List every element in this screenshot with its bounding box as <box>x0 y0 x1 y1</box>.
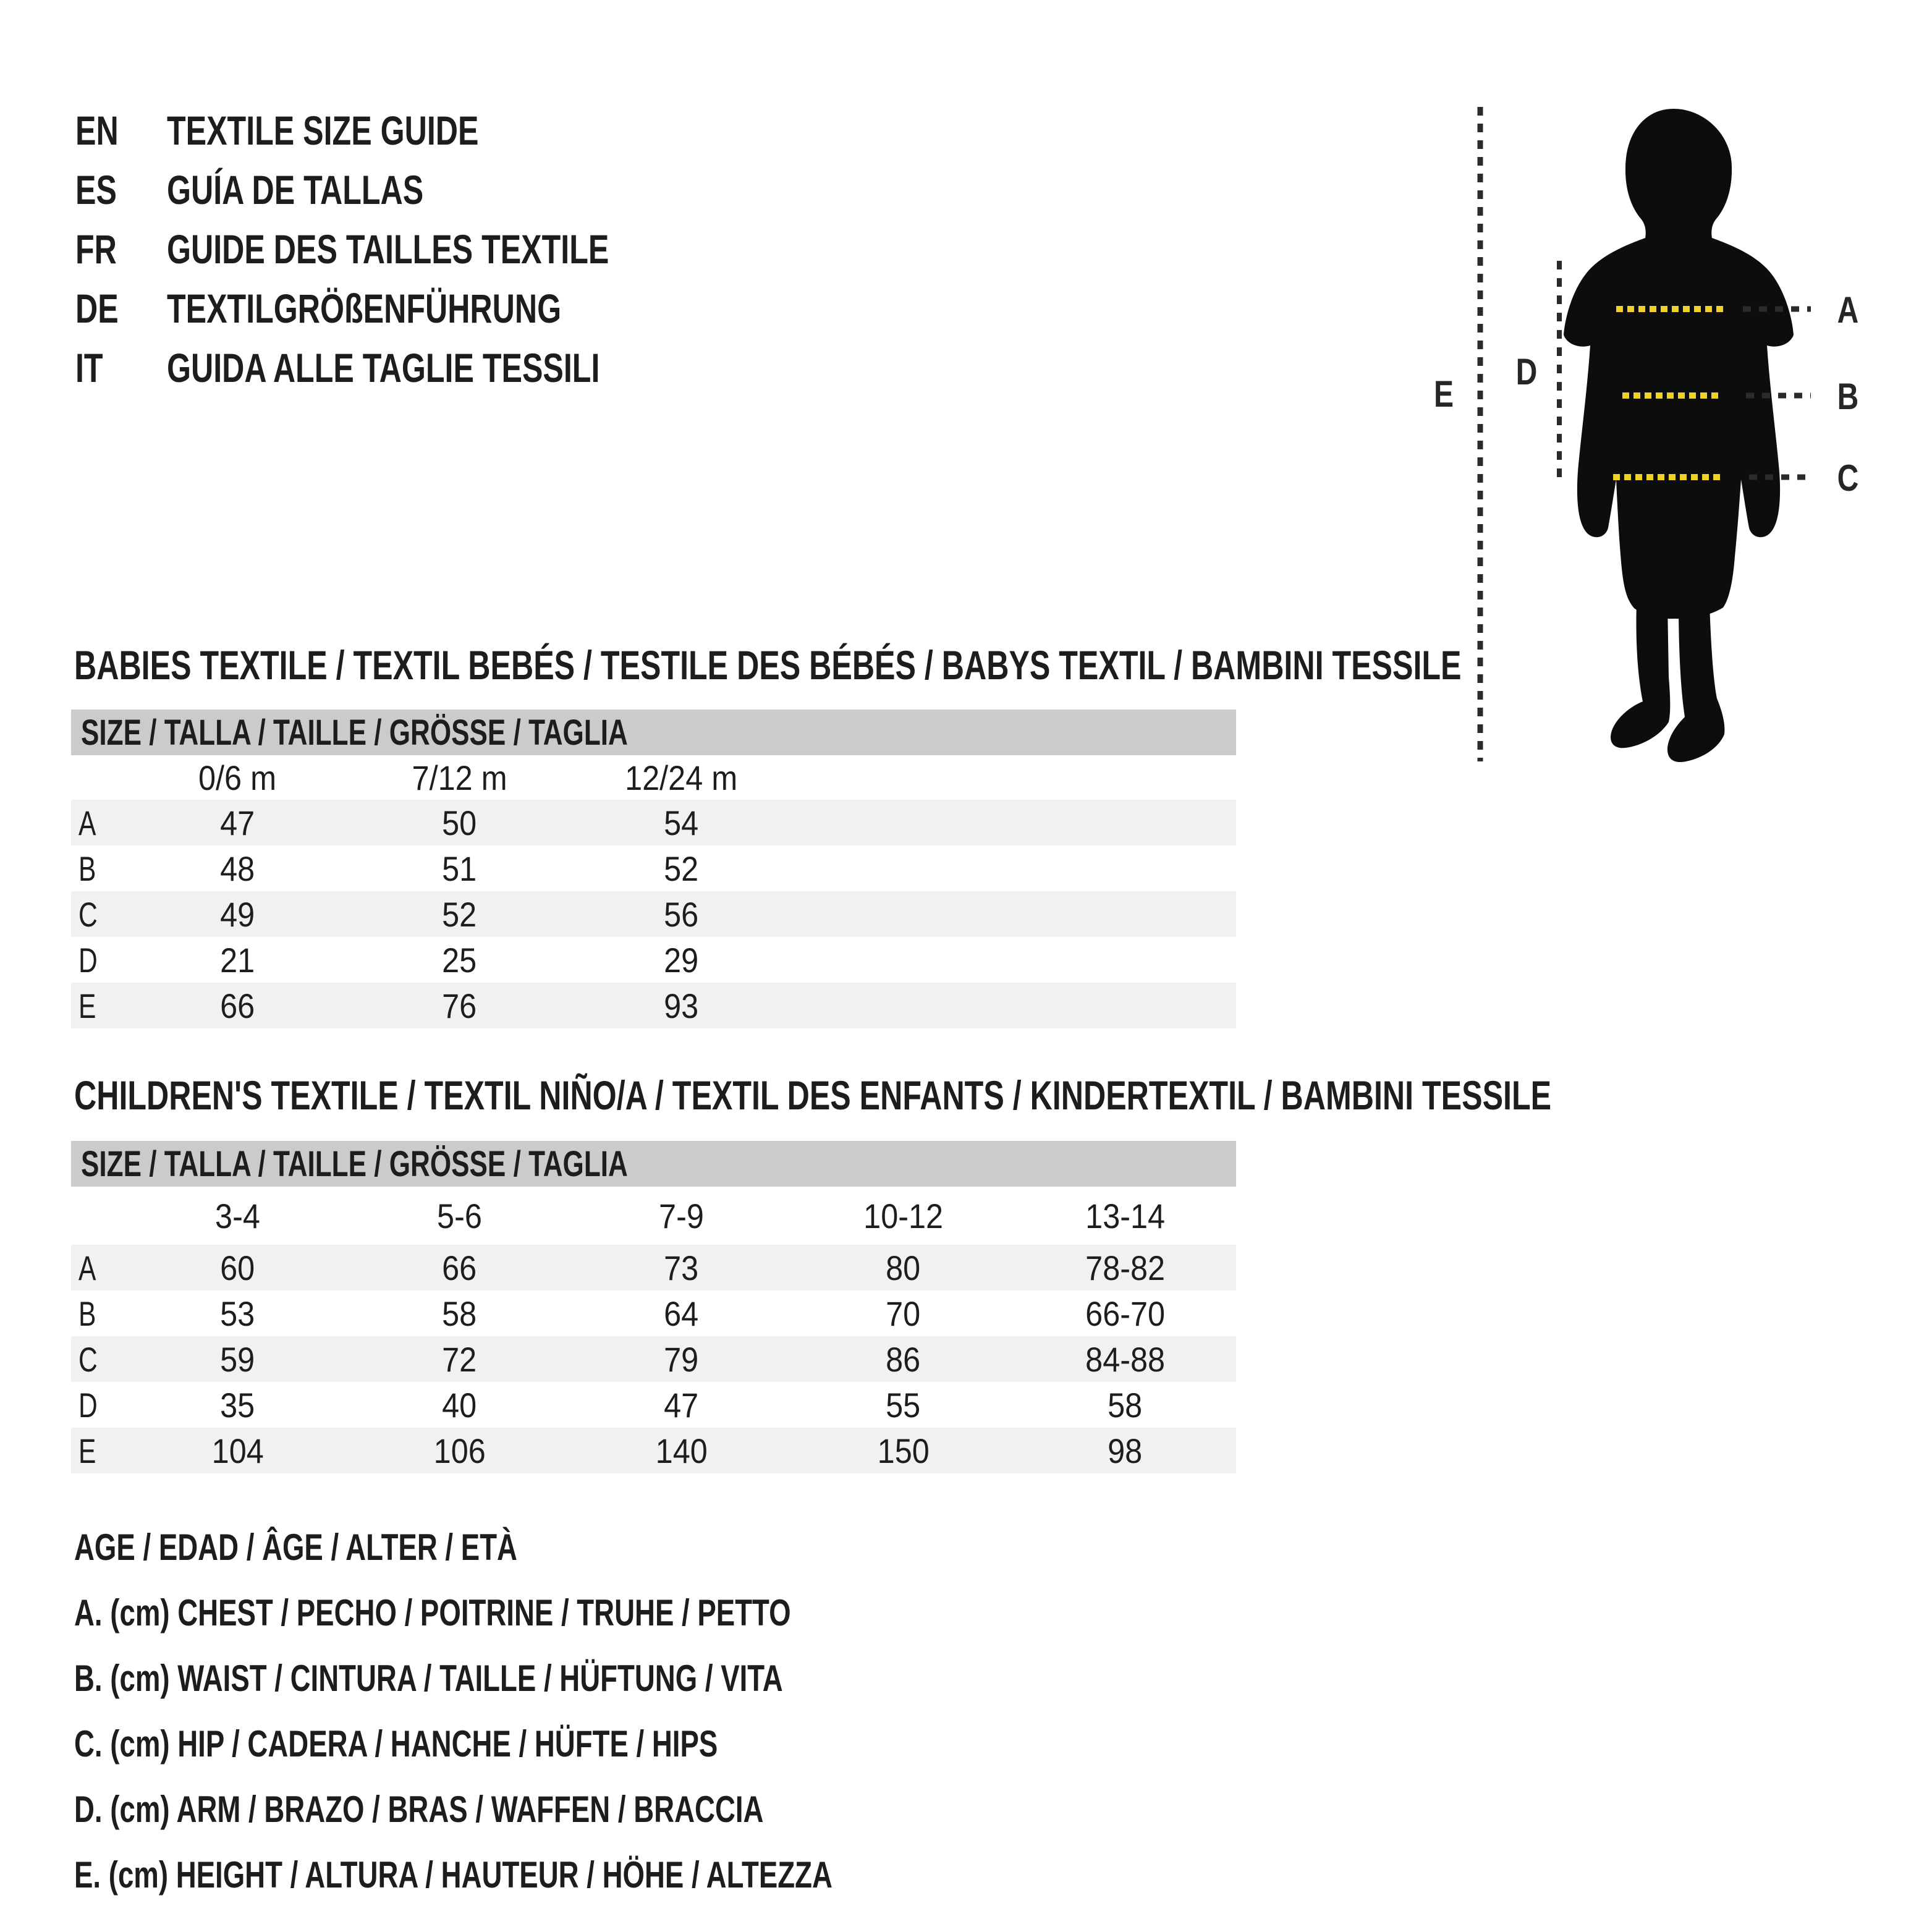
figure-label-e: E <box>1433 373 1454 415</box>
children-col-3-4: 3-4 <box>215 1196 260 1235</box>
measurement-legend <box>74 1514 1072 1907</box>
figure-label-d: D <box>1515 350 1538 393</box>
language-header <box>75 101 748 397</box>
figure-label-c: C <box>1837 457 1859 499</box>
table-row: D 35 40 47 55 58 <box>78 1385 1143 1425</box>
row-label: A <box>78 803 96 842</box>
table-row: E 104 106 140 150 98 <box>71 1428 1236 1473</box>
legend-line-height: E. (cm) HEIGHT / ALTURA / HAUTEUR / HÖHE / ALTEZZA <box>74 1854 833 1896</box>
table-row: C 49 52 56 <box>71 891 1236 937</box>
row-label: B <box>78 849 96 888</box>
language-code: ES <box>75 167 117 213</box>
babies-size-header-text: SIZE / TALLA / TAILLE / GRÖSSE / TAGLIA <box>81 712 628 753</box>
children-size-header-text: SIZE / TALLA / TAILLE / GRÖSSE / TAGLIA <box>81 1143 628 1184</box>
legend-line-hip: C. (cm) HIP / CADERA / HANCHE / HÜFTE / HIPS <box>74 1722 718 1765</box>
language-title: GUIDA ALLE TAGLIE TESSILI <box>167 345 600 391</box>
children-section-title-text: CHILDREN'S TEXTILE / TEXTIL NIÑO/A / TEXTIL DES ENFANTS / KINDERTEXTIL / BAMBINI TESSILE <box>74 1072 1552 1118</box>
measurement-figure <box>1409 74 1932 816</box>
language-row <box>75 101 748 160</box>
language-title: GUÍA DE TALLAS <box>167 167 424 213</box>
language-code: FR <box>75 226 117 272</box>
children-table-header-bar <box>71 1141 1236 1187</box>
row-label: A <box>78 1248 96 1287</box>
table-row: A 47 50 54 <box>71 800 1236 845</box>
table-row: B 48 51 52 <box>78 849 699 888</box>
children-col-7-9: 7-9 <box>659 1196 704 1235</box>
table-row: D 21 25 29 <box>78 940 699 980</box>
row-label: E <box>78 986 96 1025</box>
legend-line-age: AGE / EDAD / ÂGE / ALTER / ETÀ <box>74 1526 517 1568</box>
row-label: B <box>78 1294 96 1333</box>
row-label: D <box>78 940 98 980</box>
table-row: C 59 72 79 86 84-88 <box>71 1336 1236 1382</box>
language-code: DE <box>75 286 119 331</box>
babies-col-0-6m: 0/6 m <box>198 758 277 797</box>
language-title: GUIDE DES TAILLES TEXTILE <box>167 226 609 272</box>
children-size-table <box>71 1141 1236 1473</box>
language-row <box>75 219 748 279</box>
row-label: C <box>78 894 98 934</box>
language-title: TEXTILGRÖßENFÜHRUNG <box>167 286 562 331</box>
legend-line-chest: A. (cm) CHEST / PECHO / POITRINE / TRUHE / PETTO <box>74 1591 791 1633</box>
legend-line-arm: D. (cm) ARM / BRAZO / BRAS / WAFFEN / BRACCIA <box>74 1788 764 1830</box>
children-col-13-14: 13-14 <box>1085 1196 1165 1235</box>
child-silhouette <box>1564 109 1794 619</box>
language-code: EN <box>75 108 119 153</box>
language-row <box>75 279 748 338</box>
babies-size-table <box>71 710 1236 1028</box>
table-row: B 53 58 64 70 66-70 <box>78 1294 1165 1333</box>
babies-col-12-24m: 12/24 m <box>625 758 738 797</box>
children-column-headers <box>71 1187 1236 1245</box>
row-label: E <box>78 1431 96 1470</box>
row-label: D <box>78 1385 98 1425</box>
language-title: TEXTILE SIZE GUIDE <box>167 108 479 153</box>
figure-label-b: B <box>1837 375 1859 418</box>
children-section-title <box>74 1073 1932 1117</box>
row-label: C <box>78 1339 98 1379</box>
language-code: IT <box>75 345 103 391</box>
table-row: E 66 76 93 <box>71 983 1236 1028</box>
babies-section-title-text: BABIES TEXTILE / TEXTIL BEBÉS / TESTILE DES BÉBÉS / BABYS TEXTIL / BAMBINI TESSILE <box>74 642 1462 688</box>
babies-table-header-bar <box>71 710 1236 755</box>
babies-column-headers <box>71 755 1236 800</box>
children-col-10-12: 10-12 <box>863 1196 943 1235</box>
figure-label-a: A <box>1837 289 1859 331</box>
table-row: A 60 66 73 80 78-82 <box>71 1245 1236 1290</box>
language-row <box>75 338 748 397</box>
babies-section-title <box>74 643 1899 687</box>
language-row <box>75 160 748 219</box>
children-col-5-6: 5-6 <box>437 1196 482 1235</box>
babies-col-7-12m: 7/12 m <box>412 758 507 797</box>
legend-line-waist: B. (cm) WAIST / CINTURA / TAILLE / HÜFTUNG / VITA <box>74 1657 783 1699</box>
